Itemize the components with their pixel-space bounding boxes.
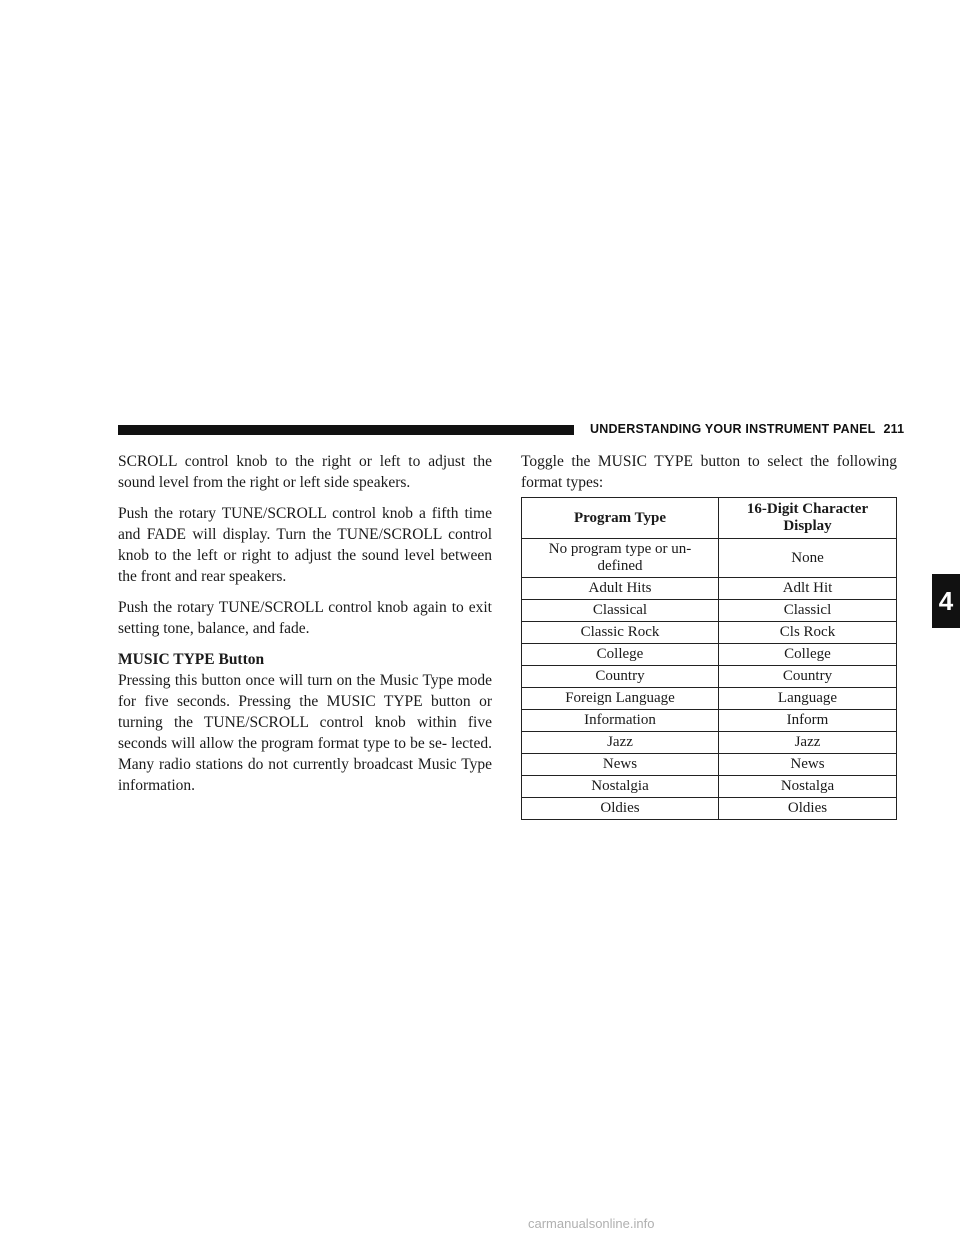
format-types-table bbox=[521, 497, 897, 820]
program-type-cell: Nostalgia bbox=[522, 776, 719, 798]
program-type-cell: News bbox=[522, 754, 719, 776]
paragraph: Pressing this button once will turn on the Music Type mode for five seconds. Pressing the MUSIC TYPE button or turning the TUNE/SCROLL control knob within five seconds will allow the program format type to be se- lected. Many radio stations do not currently broadcast Music Type information. bbox=[118, 672, 492, 794]
table-row bbox=[522, 539, 897, 578]
table-row bbox=[522, 776, 897, 798]
table-row bbox=[522, 622, 897, 644]
display-cell: Cls Rock bbox=[719, 622, 897, 644]
program-type-cell: Classic Rock bbox=[522, 622, 719, 644]
table-row bbox=[522, 666, 897, 688]
display-cell: Classicl bbox=[719, 600, 897, 622]
section-heading: MUSIC TYPE Button bbox=[118, 651, 265, 668]
display-cell: Jazz bbox=[719, 732, 897, 754]
table-row bbox=[522, 600, 897, 622]
section-title: UNDERSTANDING YOUR INSTRUMENT PANEL bbox=[590, 422, 876, 436]
header-rule bbox=[118, 425, 574, 435]
left-column bbox=[118, 451, 492, 806]
program-type-cell: Information bbox=[522, 710, 719, 732]
table-row bbox=[522, 710, 897, 732]
display-cell: Country bbox=[719, 666, 897, 688]
program-type-cell: Oldies bbox=[522, 798, 719, 820]
display-cell: College bbox=[719, 644, 897, 666]
display-cell: Inform bbox=[719, 710, 897, 732]
program-type-cell: College bbox=[522, 644, 719, 666]
table-row bbox=[522, 754, 897, 776]
table-intro: Toggle the MUSIC TYPE button to select the following format types: bbox=[521, 453, 897, 491]
program-type-cell: Foreign Language bbox=[522, 688, 719, 710]
program-type-cell: Adult Hits bbox=[522, 578, 719, 600]
paragraph: Push the rotary TUNE/SCROLL control knob again to exit setting tone, balance, and fade. bbox=[118, 599, 492, 637]
table-body bbox=[522, 539, 897, 820]
display-cell: Nostalga bbox=[719, 776, 897, 798]
column-header: Program Type bbox=[522, 498, 719, 539]
display-cell: Language bbox=[719, 688, 897, 710]
table-row bbox=[522, 688, 897, 710]
paragraph: SCROLL control knob to the right or left to adjust the sound level from the right or left side speakers. bbox=[118, 453, 492, 491]
display-cell: Oldies bbox=[719, 798, 897, 820]
table-row bbox=[522, 798, 897, 820]
program-type-cell: No program type or un- defined bbox=[522, 539, 719, 578]
program-type-cell: Jazz bbox=[522, 732, 719, 754]
program-type-cell: Country bbox=[522, 666, 719, 688]
right-column bbox=[521, 451, 897, 820]
table-row bbox=[522, 578, 897, 600]
column-header: 16-Digit Character Display bbox=[719, 498, 897, 539]
chapter-tab: 4 bbox=[932, 574, 960, 628]
display-cell: Adlt Hit bbox=[719, 578, 897, 600]
paragraph: Push the rotary TUNE/SCROLL control knob a fifth time and FADE will display. Turn the TUNE/SCROLL control knob to the left or right to adjust the sound level between the front and rear speakers. bbox=[118, 505, 492, 585]
table-row bbox=[522, 644, 897, 666]
table-row bbox=[522, 732, 897, 754]
program-type-cell: Classical bbox=[522, 600, 719, 622]
page-number: 211 bbox=[883, 422, 905, 436]
watermark: carmanualsonline.info bbox=[528, 1216, 655, 1231]
display-cell: News bbox=[719, 754, 897, 776]
table-header-row bbox=[522, 498, 897, 539]
display-cell: None bbox=[719, 539, 897, 578]
running-header bbox=[590, 422, 904, 436]
